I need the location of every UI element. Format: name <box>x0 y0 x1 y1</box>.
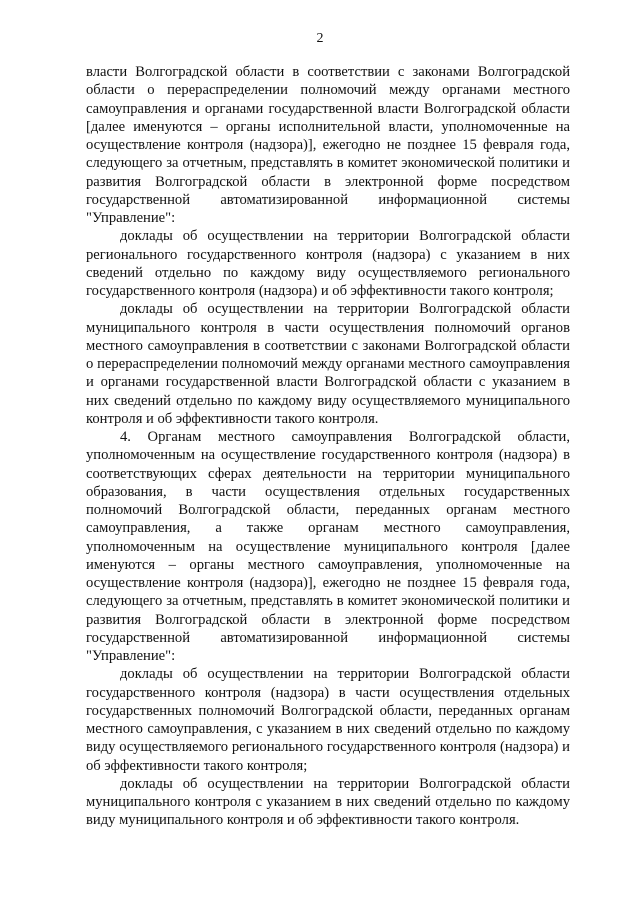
paragraph-continuation: власти Волгоградской области в соответствии с законами Волгоградской области о перераспределении полномочий между органами местного самоуправления и органами государственной власти Волгоградской области [далее именуются – органы исполнительной власти, уполномоченные на осуществление контроля (надзора)], ежегодно не позднее 15 февраля года, следующего за отчетным, представлять в комитет экономической политики и развития Волгоградской области в электронной форме посредством государственной автоматизированной информационной системы "Управление": <box>86 64 570 226</box>
paragraph-state-control-reports: доклады об осуществлении на территории Волгоградской области государственного контроля (надзора) в части осуществления отдельных государственных полномочий Волгоградской области, переданных органам местного самоуправления, с указанием в них сведений отдельно по каждому виду осуществляемого регионального государственного контроля (надзора) и об эффективности такого контроля; <box>86 666 570 774</box>
paragraph-municipal-control-reports: доклады об осуществлении на территории Волгоградской области муниципального контроля в части осуществления полномочий органов местного самоуправления в соответствии с законами Волгоградской области о перераспределении полномочий между органами местного самоуправления и органами государственной власти Волгоградской области с указанием в них сведений отдельно по каждому виду осуществляемого муниципального контроля и об эффективности такого контроля. <box>86 301 570 427</box>
page-number: 2 <box>316 31 324 46</box>
paragraph-item-4: 4. Органам местного самоуправления Волгоградской области, уполномоченным на осуществление государственного контроля (надзора) в соответствующих сферах деятельности на территории муниципального образования, в части осуществления отдельных государственных полномочий Волгоградской области, переданных органам местного самоуправления, а также органам местного самоуправления, уполномоченным на осуществление муниципального контроля [далее именуются – органы местного самоуправления, уполномоченные на осуществление контроля (надзора)], ежегодно не позднее 15 февраля года, следующего за отчетным, представлять в комитет экономической политики и развития Волгоградской области в электронной форме посредством государственной автоматизированной информационной системы "Управление": <box>86 429 570 664</box>
paragraph-municipal-reports: доклады об осуществлении на территории Волгоградской области муниципального контроля с указанием в них сведений отдельно по каждому виду муниципального контроля и об эффективности такого контроля. <box>86 775 570 829</box>
document-body <box>86 63 570 830</box>
paragraph-regional-control-reports: доклады об осуществлении на территории Волгоградской области регионального государственного контроля (надзора) с указанием в них сведений отдельно по каждому виду осуществляемого регионального государственного контроля (надзора) и об эффективности такого контроля; <box>86 228 570 299</box>
